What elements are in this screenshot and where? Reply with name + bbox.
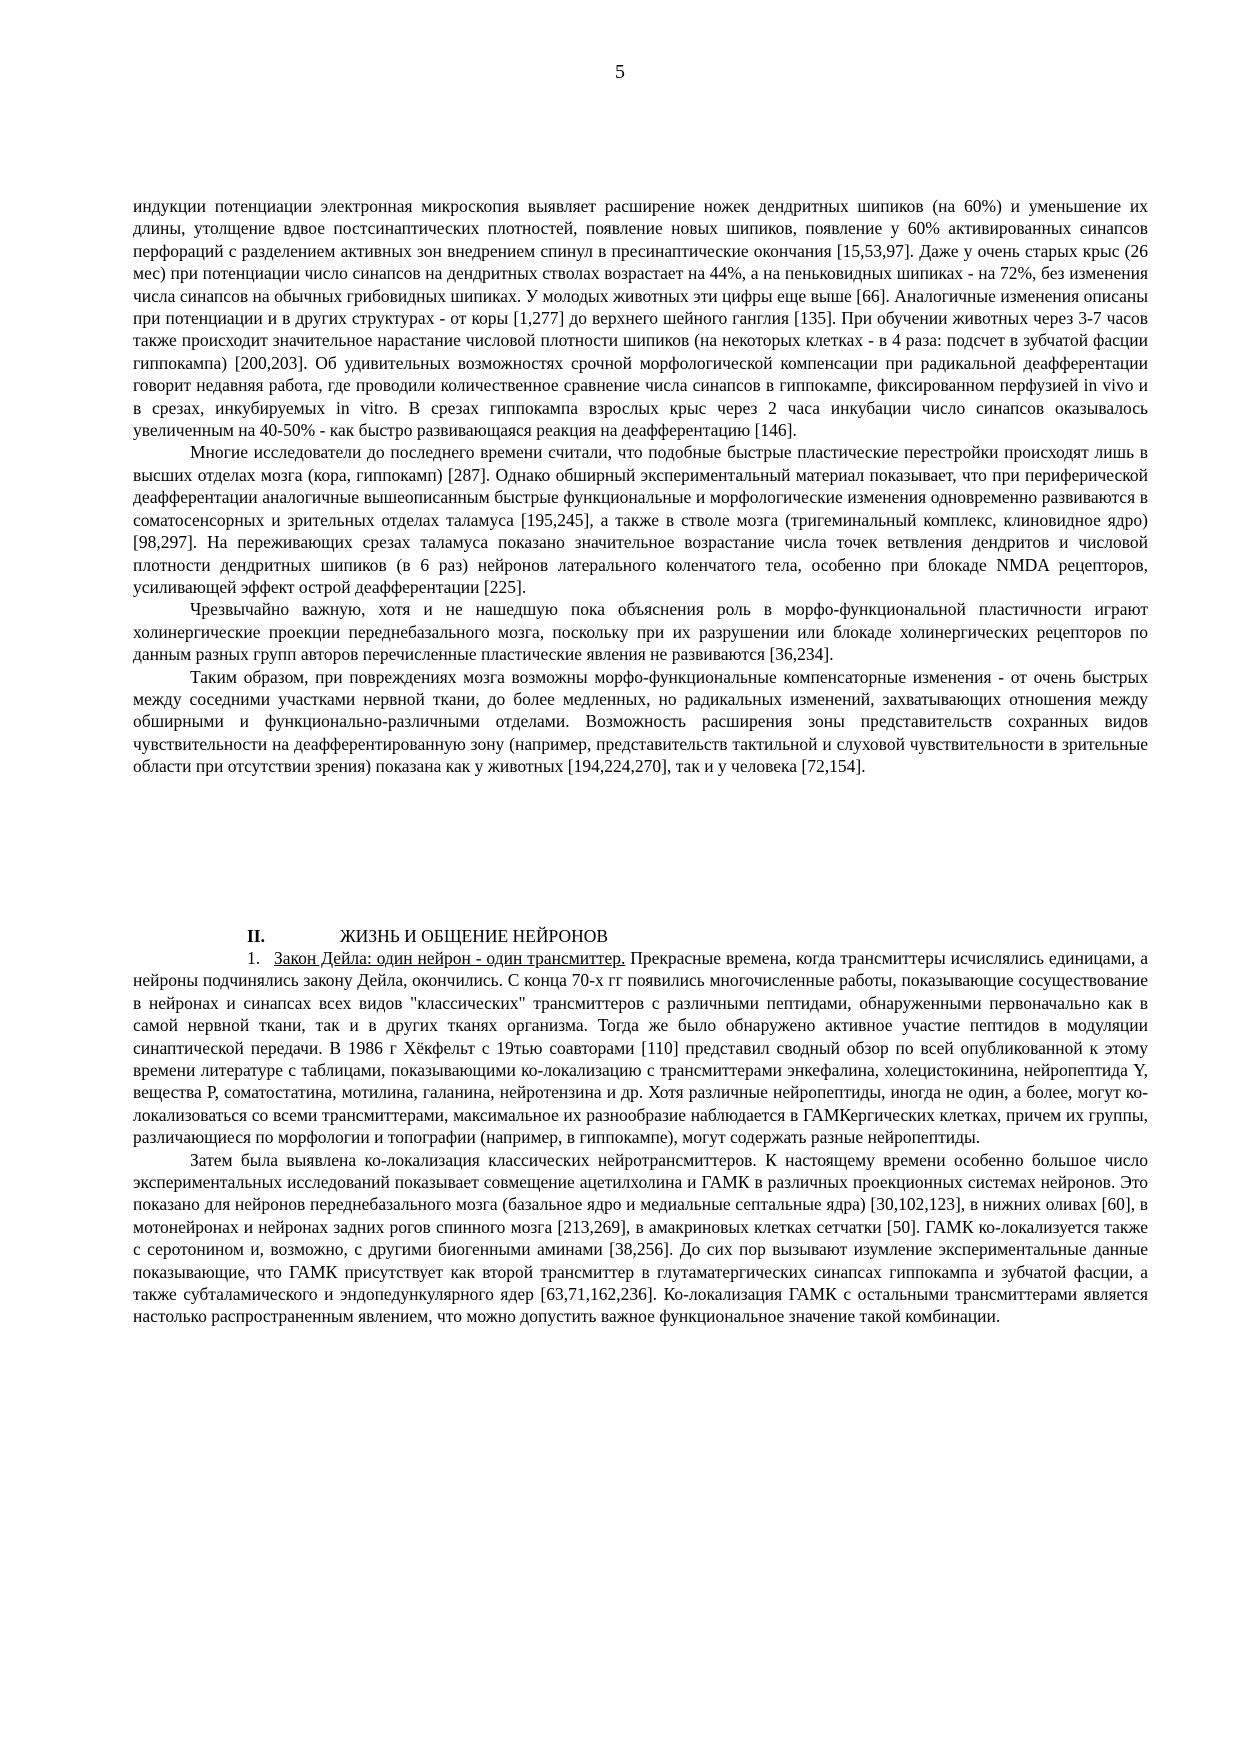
- document-body: [133, 195, 1148, 1328]
- paragraph-compensatory-changes: Таким образом, при повреждениях мозга возможны морфо-функциональные компенсаторные изменения - от очень быстрых между соседними участками нервной ткани, до более медленных, но радикальных изменений, захватывающих отношения между обширными и функционально-различными отделами. Возможность расширения зоны представительств сохранных видов чувствительности на деафферентированную зону (например, представительств тактильной и слуховой чувствительности в зрительные области при отсутствии зрения) показана как у животных [194,224,270], так и у человека [72,154].: [133, 666, 1148, 777]
- paragraph-cholinergic-projections: Чрезвычайно важную, хотя и не нашедшую пока объяснения роль в морфо-функциональной пластичности играют холинергические проекции переднебазального мозга, поскольку при их разрушении или блокаде холинергических рецепторов по данным разных групп авторов перечисленные пластические явления не развиваются [36,234].: [133, 599, 1148, 665]
- section-heading: [133, 925, 1148, 947]
- paragraph-dale-law: [133, 947, 1148, 1149]
- item-number: 1.: [247, 947, 261, 968]
- page-number: 5: [615, 61, 625, 83]
- paragraph-colocalization-gaba: Затем была выявлена ко-локализация классических нейротрансмиттеров. К настоящему времени особенно большое число экспериментальных исследований показывает совмещение ацетилхолина и ГАМК в различных проекционных системах нейронов. Это показано для нейронов переднебазального мозга (базальное ядро и медиальные септальные ядра) [30,102,123], в нижних оливах [60], в мотонейронах и нейронах задних рогов спинного мозга [213,269], в амакриновых клетках сетчатки [50]. ГАМК ко-локализуется также с серотонином и, возможно, с другими биогенными аминами [38,256]. До сих пор вызывают изумление экспериментальные данные показывающие, что ГАМК присутствует как второй трансмиттер в глутаматергических синапсах гиппокампа и зубчатой фасции, а также субталамического и эндопедункулярного ядер [63,71,162,236]. Ко-локализация ГАМК с остальными трансмиттерами является настолько распространенным явлением, что можно допустить важное функциональное значение такой комбинации.: [133, 1149, 1148, 1327]
- section-number: II.: [247, 925, 265, 946]
- dale-law-subheading: Закон Дейла: один нейрон - один трансмиттер.: [274, 947, 626, 968]
- section-title: ЖИЗНЬ И ОБЩЕНИЕ НЕЙРОНОВ: [340, 925, 609, 946]
- paragraph-deafferentation-thalamus: Многие исследователи до последнего времени считали, что подобные быстрые пластические перестройки происходят лишь в высших отделах мозга (кора, гиппокамп) [287]. Однако обширный экспериментальный материал показывает, что при периферической деафферентации аналогичные вышеописанным быстрые функциональные и морфологические изменения одновременно развиваются в соматосенсорных и зрительных отделах таламуса [195,245], а также в стволе мозга (тригеминальный комплекс, клиновидное ядро) [98,297]. На переживающих срезах таламуса показано значительное возрастание числа точек ветвления дендритов и числовой плотности дендритных шипиков (в 6 раз) нейронов латерального коленчатого тела, особенно при блокаде NMDA рецепторов, усиливающей эффект острой деафферентации [225].: [133, 442, 1148, 597]
- paragraph-synaptic-potentiation: индукции потенциации электронная микроскопия выявляет расширение ножек дендритных шипиков (на 60%) и уменьшение их длины, утолщение вдвое постсинаптических плотностей, появление новых шипиков, появление у 60% активированных синапсов перфораций с разделением активных зон внедрением спинул в пресинаптические окончания [15,53,97]. Даже у очень старых крыс (26 мес) при потенциации число синапсов на дендритных стволах возрастает на 44%, а на пеньковидных шипиках - на 72%, без изменения числа синапсов на обычных грибовидных шипиках. У молодых животных эти цифры еще выше [66]. Аналогичные изменения описаны при потенциации и в других структурах - от коры [1,277] до верхнего шейного ганглия [135]. При обучении животных через 3-7 часов также происходит значительное нарастание числовой плотности шипиков (на некоторых клетках - в 4 раза: подсчет в зубчатой фасции гиппокампа) [200,203]. Об удивительных возможностях срочной морфологической компенсации при радикальной деафферентации говорит недавняя работа, где проводили количественное сравнение числа синапсов в гиппокампе, фиксированном перфузией in vivo и в срезах, инкубируемых in vitro. В срезах гиппокампа взрослых крыс через 2 часа инкубации число синапсов оказывалось увеличенным на 40-50% - как быстро развивающаяся реакция на деафферентацию [146].: [133, 196, 1148, 441]
- dale-law-text: Прекрасные времена, когда трансмиттеры исчислялись единицами, а нейроны подчинялись закону Дейла, окончились. С конца 70-х гг появились многочисленные работы, показывающие сосуществование в нейронах и синапсах всех видов "классических" трансмиттеров с различными пептидами, обнаруженными первоначально как в самой нервной ткани, так и в других тканях организма. Тогда же было обнаружено активное участие пептидов в модуляции синаптической передачи. В 1986 г Хёкфельт с 19тью соавторами [110] представил сводный обзор по всей опубликованной к этому времени литературе с таблицами, показывающими ко-локализацию с трансмиттерами энкефалина, холецистокинина, нейропептида Y, вещества P, соматостатина, мотилина, галанина, нейротензина и др. Хотя различные нейропептиды, иногда не один, а более, могут ко-локализоваться со всеми трансмиттерами, максимальное их разнообразие наблюдается в ГАМКергических клетках, причем их группы, различающиеся по морфологии и топографии (например, в гиппокампе), могут содержать разные нейропептиды.: [133, 947, 1148, 1148]
